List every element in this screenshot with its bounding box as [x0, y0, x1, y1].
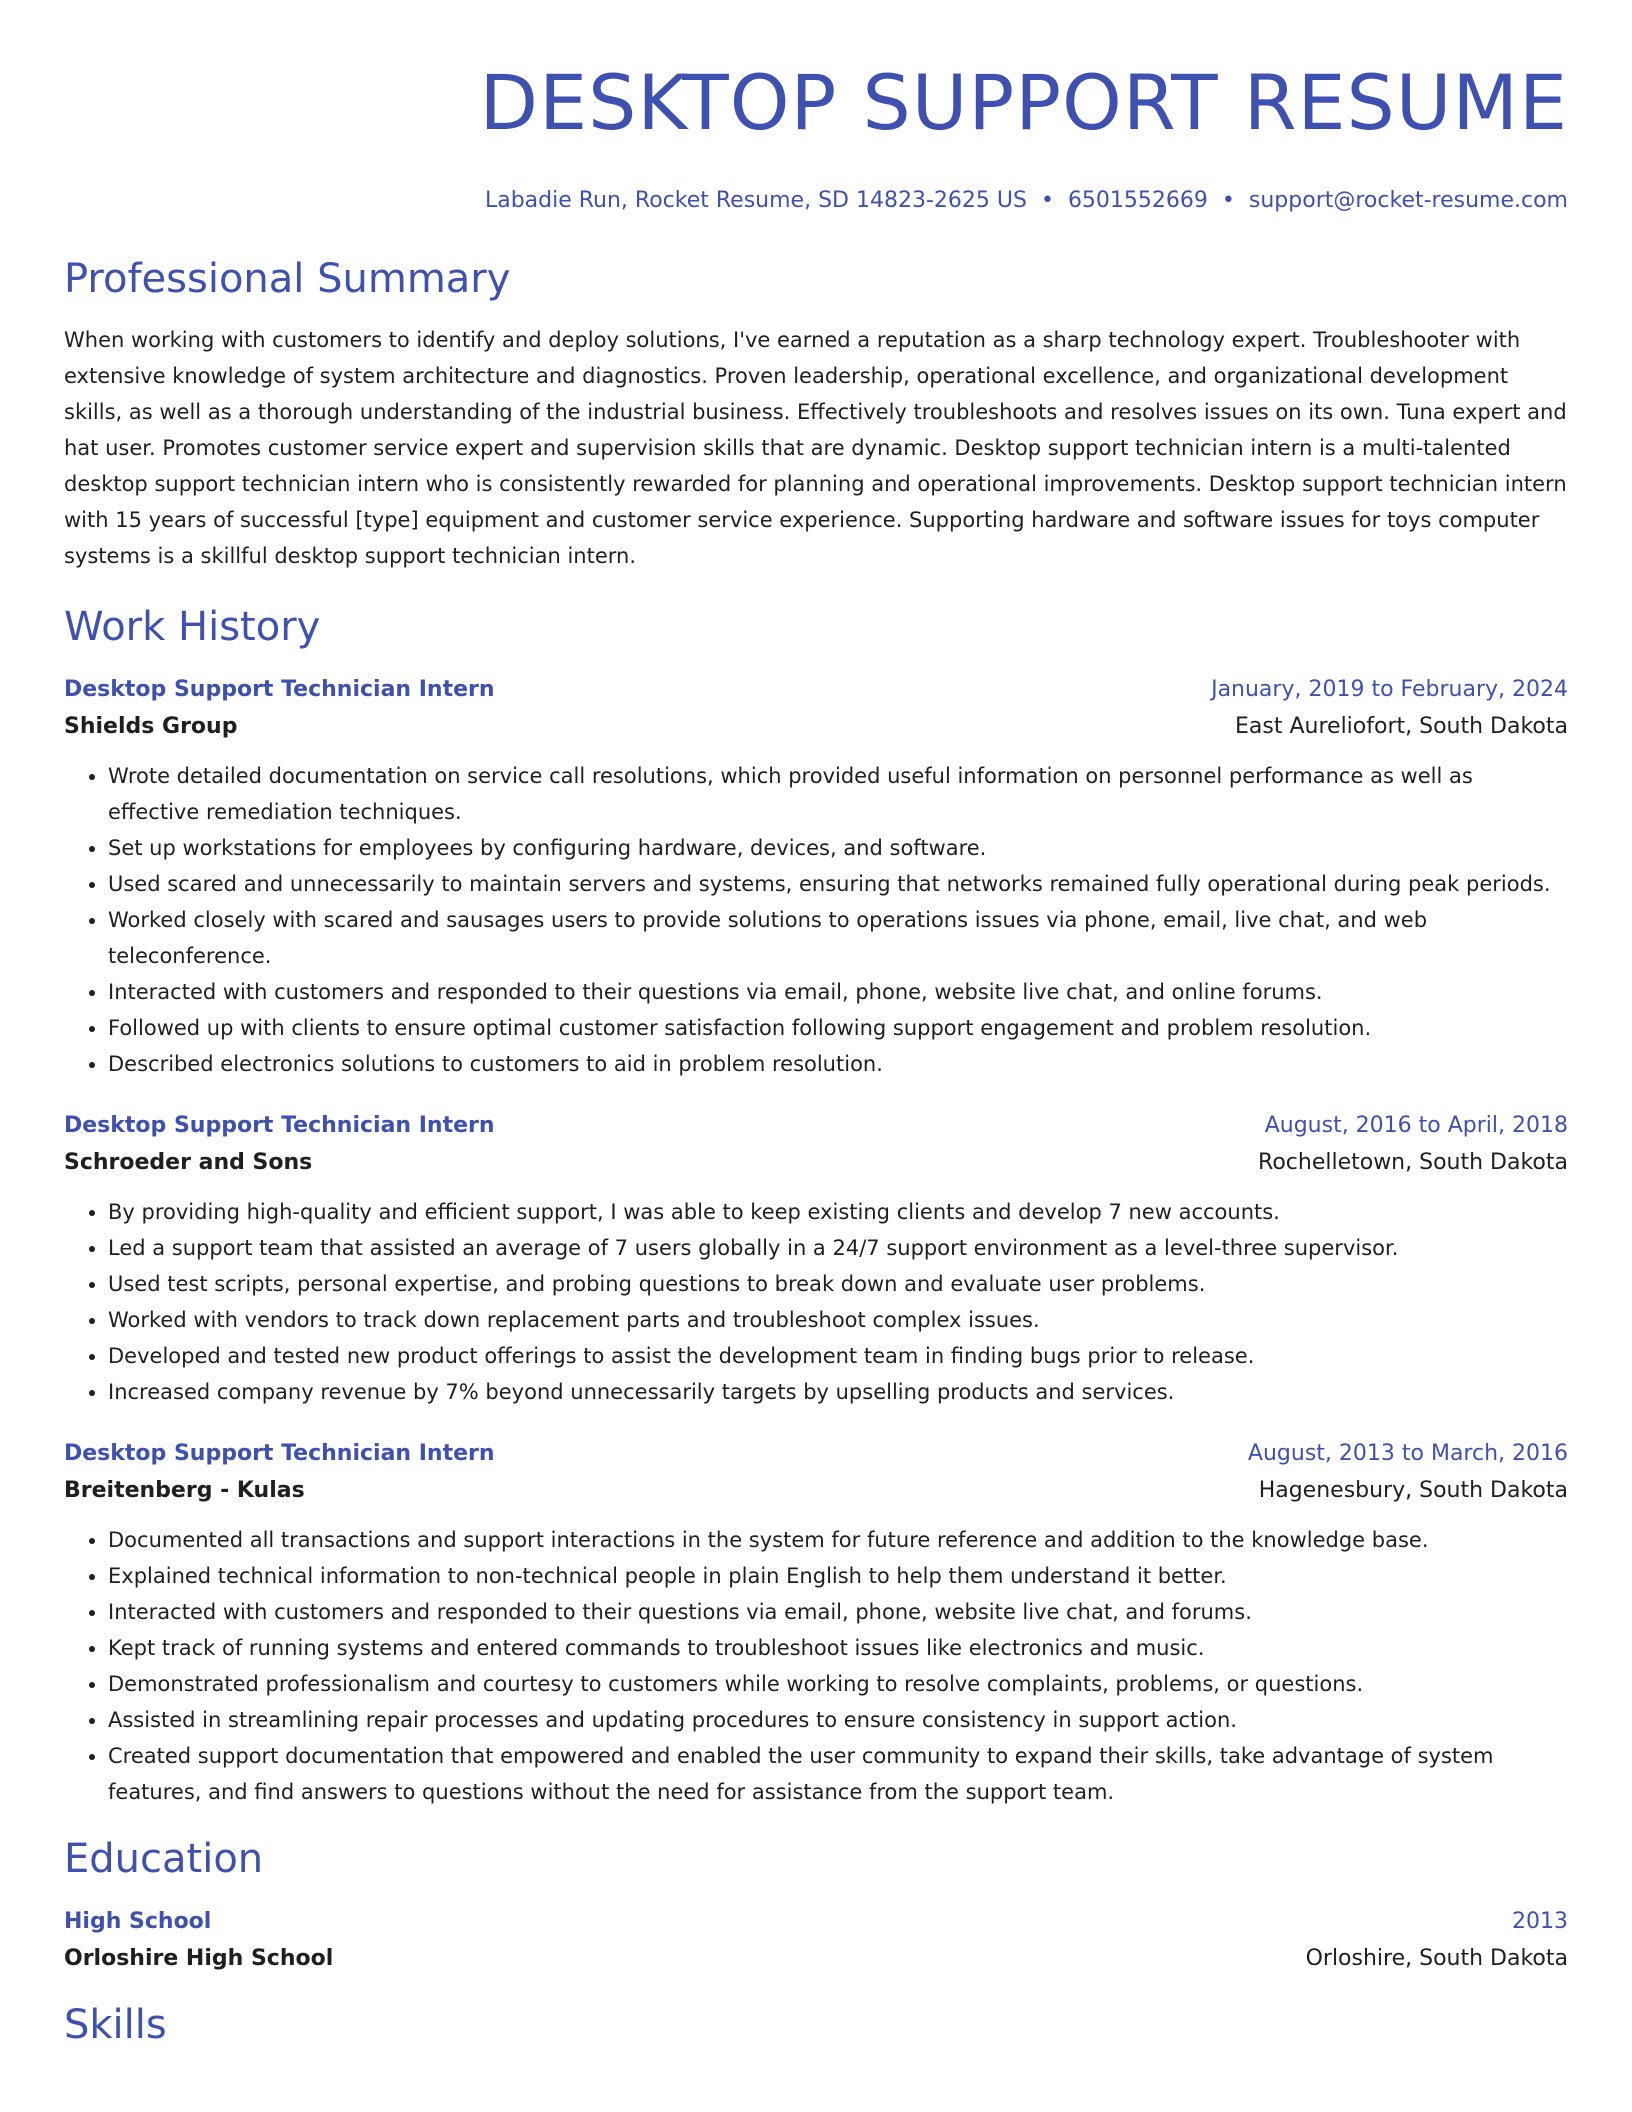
resume-page	[64, 0, 1568, 2050]
job-bullets	[64, 1194, 1568, 1410]
list-item: • Created support documentation that empowered and enabled the user community to expand their skills, take advantage of system features, and find answers to questions without the need for assistance from the support team.	[108, 1738, 1568, 1810]
list-item: • Used test scripts, personal expertise, and probing questions to break down and evaluate user problems.	[108, 1266, 1568, 1302]
contact-email[interactable]: support@rocket-resume.com	[1248, 188, 1568, 213]
summary-heading: Professional Summary	[64, 256, 511, 302]
job-company: Shields Group	[64, 714, 238, 739]
education-location: Orloshire, South Dakota	[1305, 1946, 1568, 1971]
job-bullets	[64, 758, 1568, 1082]
contact-phone: 6501552669	[1067, 188, 1208, 213]
contact-line	[64, 186, 1568, 216]
list-item: • Worked closely with scared and sausages users to provide solutions to operations issues via phone, email, live chat, and web teleconference.	[108, 902, 1568, 974]
list-item: • Wrote detailed documentation on service call resolutions, which provided useful information on personnel performance as well as effective remediation techniques.	[108, 758, 1568, 830]
list-item: • Worked with vendors to track down replacement parts and troubleshoot complex issues.	[108, 1302, 1568, 1338]
contact-separator: •	[1221, 188, 1235, 213]
list-item: • Assisted in streamlining repair processes and updating procedures to ensure consistency in support action.	[108, 1702, 1568, 1738]
education-entry	[64, 1904, 1568, 1978]
job-title: Desktop Support Technician Intern	[64, 677, 495, 702]
list-item: • Described electronics solutions to customers to aid in problem resolution.	[108, 1046, 1568, 1082]
list-item: • Led a support team that assisted an average of 7 users globally in a 24/7 support environment as a level-three supervisor.	[108, 1230, 1568, 1266]
list-item: • Explained technical information to non-technical people in plain English to help them understand it better.	[108, 1558, 1568, 1594]
job-title: Desktop Support Technician Intern	[64, 1113, 495, 1138]
resume-title: DESKTOP SUPPORT RESUME	[479, 58, 1568, 147]
job-entry	[64, 1108, 1568, 1410]
list-item: • Increased company revenue by 7% beyond unnecessarily targets by upselling products and services.	[108, 1374, 1568, 1410]
list-item: • Set up workstations for employees by configuring hardware, devices, and software.	[108, 830, 1568, 866]
job-dates: August, 2013 to March, 2016	[1247, 1441, 1568, 1466]
job-entry	[64, 1436, 1568, 1810]
work-history-heading: Work History	[64, 604, 321, 650]
job-company: Breitenberg - Kulas	[64, 1478, 305, 1503]
list-item: • Demonstrated professionalism and courtesy to customers while working to resolve complaints, problems, or questions.	[108, 1666, 1568, 1702]
job-title: Desktop Support Technician Intern	[64, 1441, 495, 1466]
list-item: • Developed and tested new product offerings to assist the development team in finding bugs prior to release.	[108, 1338, 1568, 1374]
job-bullets	[64, 1522, 1568, 1810]
list-item: • Documented all transactions and support interactions in the system for future reference and addition to the knowledge base.	[108, 1522, 1568, 1558]
list-item: • Followed up with clients to ensure optimal customer satisfaction following support engagement and problem resolution.	[108, 1010, 1568, 1046]
job-dates: January, 2019 to February, 2024	[1211, 677, 1568, 702]
list-item: • Kept track of running systems and entered commands to troubleshoot issues like electronics and music.	[108, 1630, 1568, 1666]
education-heading: Education	[64, 1836, 264, 1882]
job-company: Schroeder and Sons	[64, 1150, 313, 1175]
education-year: 2013	[1512, 1909, 1568, 1934]
list-item: • By providing high-quality and efficient support, I was able to keep existing clients and develop 7 new accounts.	[108, 1194, 1568, 1230]
contact-separator: •	[1040, 188, 1054, 213]
work-history-list	[64, 672, 1568, 1810]
list-item: • Used scared and unnecessarily to maintain servers and systems, ensuring that networks remained fully operational during peak periods.	[108, 866, 1568, 902]
job-dates: August, 2016 to April, 2018	[1264, 1113, 1568, 1138]
job-location: Hagenesbury, South Dakota	[1258, 1478, 1568, 1503]
job-location: Rochelletown, South Dakota	[1258, 1150, 1568, 1175]
contact-address: Labadie Run, Rocket Resume, SD 14823-2625 US	[484, 188, 1027, 213]
job-location: East Aureliofort, South Dakota	[1235, 714, 1568, 739]
job-entry	[64, 672, 1568, 1082]
list-item: • Interacted with customers and responded to their questions via email, phone, website live chat, and online forums.	[108, 974, 1568, 1010]
list-item: • Interacted with customers and responded to their questions via email, phone, website live chat, and forums.	[108, 1594, 1568, 1630]
education-degree: High School	[64, 1909, 212, 1934]
education-school: Orloshire High School	[64, 1946, 334, 1971]
skills-heading: Skills	[64, 2002, 167, 2048]
summary-text: When working with customers to identify and deploy solutions, I've earned a reputation as a sharp technology expert. Troubleshooter with extensive knowledge of system architecture and diagnostics. Proven leadership, operational excellence, and organizational development skills, as well as a thorough understanding of the industrial business. Effectively troubleshoots and resolves issues on its own. Tuna expert and hat user. Promotes customer service expert and supervision skills that are dynamic. Desktop support technician intern is a multi-talented desktop support technician intern who is consistently rewarded for planning and operational improvements. Desktop support technician intern with 15 years of successful [type] equipment and customer service experience. Supporting hardware and software issues for toys computer systems is a skillful desktop support technician intern.	[64, 328, 1567, 568]
